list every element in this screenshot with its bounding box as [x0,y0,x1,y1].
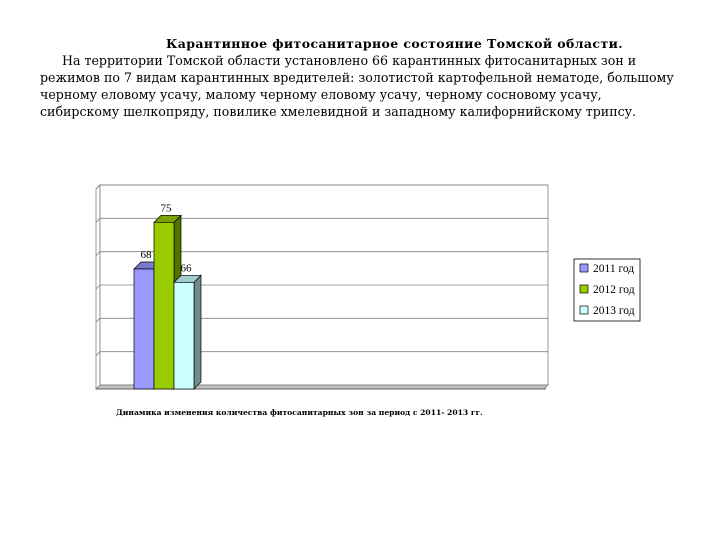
chart-caption: Динамика изменения количества фитосанитарных зон за период с 2011- 2013 гг. [116,408,483,417]
data-label-1: 68 [140,249,152,261]
page-title: Карантинное фитосанитарное состояние Томской области. [166,36,624,51]
legend-label-3: 2013 год [593,305,635,317]
bar-side-3 [194,275,201,389]
data-label-2: 75 [160,202,172,215]
bar-2 [154,222,174,389]
data-label-3: 66 [180,262,192,275]
legend-swatch-1 [580,264,588,272]
legend-label-2: 2012 год [593,284,635,296]
bar-3 [174,282,194,389]
legend-label-1: 2011 год [593,263,635,275]
legend-swatch-3 [580,306,588,314]
body-paragraph: На территории Томской области установлено 66 карантинных фитосанитарных зон и режимов по 7 видам карантинных вредителей: золотистой картофельной нематоде, большому черному еловому усачу, малому черному еловому усачу, черному сосновому усачу, сибирскому шелкопряду, повилике хмелевидной и западному калифорнийскому трипсу. [40,53,674,119]
legend-swatch-2 [580,285,588,293]
bar-1 [134,269,154,389]
